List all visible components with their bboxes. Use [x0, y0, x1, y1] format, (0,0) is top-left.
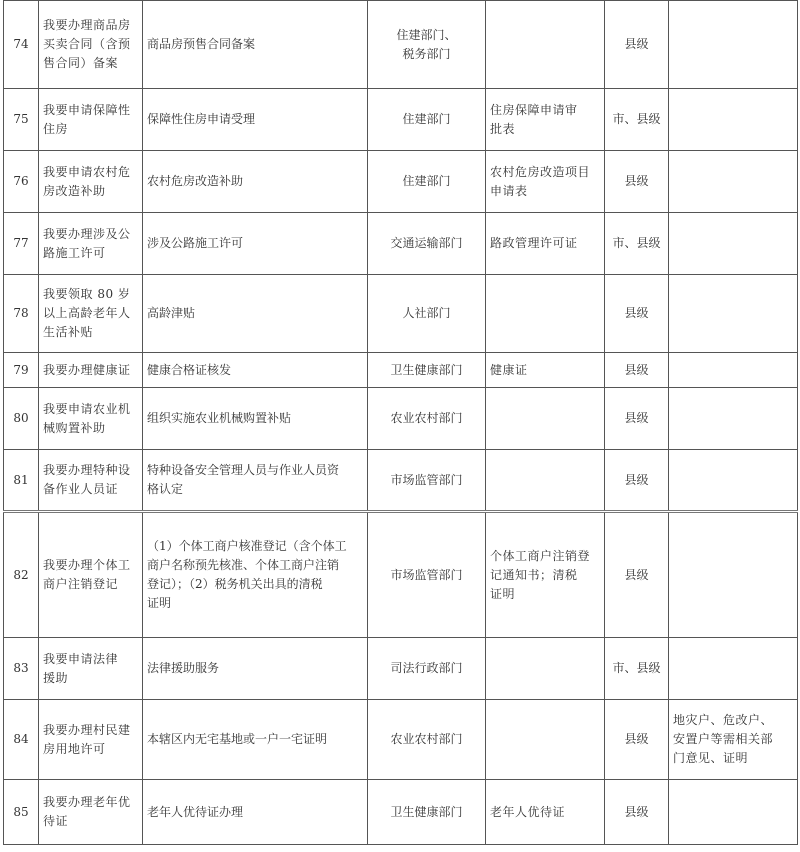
service-item-cell: [143, 780, 368, 845]
matter-cell-line: 我要办理特种设: [43, 463, 131, 477]
matter-cell-line: 我要申请保障性: [43, 102, 131, 117]
department-cell: [368, 638, 486, 700]
note-cell: [669, 780, 798, 845]
row-number: 77: [4, 213, 39, 275]
table-row: [4, 388, 798, 450]
department-cell: [368, 780, 486, 845]
service-item-cell: [143, 1, 368, 89]
department-cell: [368, 388, 486, 450]
department-cell-line: 司法行政部门: [390, 661, 463, 675]
matter-cell-line: 生活补贴: [43, 325, 94, 339]
department-cell: [368, 353, 486, 388]
matter-cell: [39, 275, 143, 353]
department-cell: [368, 275, 486, 353]
department-cell: [368, 512, 486, 638]
department-cell-line: 卫生健康部门: [390, 804, 463, 819]
table-row: [4, 151, 798, 213]
level-cell: 县级: [605, 700, 669, 780]
level-cell: 县级: [605, 388, 669, 450]
service-item-cell: [143, 512, 368, 638]
note-cell: [669, 353, 798, 388]
service-item-cell: [143, 353, 368, 388]
level-cell: 县级: [605, 780, 669, 845]
row-number: 85: [4, 780, 39, 845]
matter-cell-line: 我要办理村民建: [43, 722, 131, 737]
department-cell-line: 卫生健康部门: [390, 362, 463, 377]
note-cell: [669, 450, 798, 512]
level-cell: 县级: [605, 353, 669, 388]
service-item-cell: [143, 89, 368, 151]
certificate-cell-line: 路政管理许可证: [490, 236, 578, 250]
service-item-cell-line: 老年人优待证办理: [147, 804, 244, 819]
department-cell-line: 税务部门: [402, 46, 451, 61]
matter-cell: [39, 213, 143, 275]
row-number: 74: [4, 1, 39, 89]
service-item-cell-line: 涉及公路施工许可: [147, 236, 244, 250]
certificate-cell: [486, 638, 605, 700]
row-number: 82: [4, 512, 39, 638]
certificate-cell: [486, 388, 605, 450]
matter-cell-line: 我要办理老年优: [43, 795, 131, 809]
matter-cell-line: 我要办理商品房: [43, 18, 131, 32]
certificate-cell: [486, 700, 605, 780]
service-item-cell-line: 格认定: [147, 482, 184, 496]
row-number: 84: [4, 700, 39, 780]
service-item-cell: [143, 450, 368, 512]
matter-cell-line: 买卖合同（含预: [43, 37, 131, 51]
row-number: 76: [4, 151, 39, 213]
table-row: [4, 638, 798, 700]
matter-cell-line: 以上高龄老年人: [43, 306, 131, 320]
matter-cell-line: 商户注销登记: [43, 577, 119, 591]
row-number: 83: [4, 638, 39, 700]
matter-cell: [39, 700, 143, 780]
department-cell-line: 农业农村部门: [390, 411, 463, 425]
matter-cell-line: 住房: [43, 121, 69, 136]
note-cell: [669, 388, 798, 450]
certificate-cell: [486, 780, 605, 845]
service-item-cell-line: 健康合格证核发: [147, 362, 232, 377]
note-cell: [669, 89, 798, 151]
service-item-cell-line: 本辖区内无宅基地或一户一宅证明: [147, 732, 328, 746]
department-cell-line: 市场监管部门: [390, 567, 463, 582]
level-cell: 县级: [605, 450, 669, 512]
table-row: [4, 450, 798, 512]
certificate-cell: [486, 89, 605, 151]
matter-cell-line: 援助: [43, 670, 69, 685]
matter-cell-line: 我要申请农村危: [43, 164, 131, 179]
matter-cell: [39, 780, 143, 845]
level-cell: 县级: [605, 1, 669, 89]
matter-cell: [39, 638, 143, 700]
service-item-cell: [143, 151, 368, 213]
matter-cell: [39, 512, 143, 638]
level-cell: 市、县级: [605, 213, 669, 275]
table-row: [4, 275, 798, 353]
certificate-cell: [486, 275, 605, 353]
row-number: 80: [4, 388, 39, 450]
department-cell: [368, 700, 486, 780]
service-item-cell-line: 法律援助服务: [147, 661, 220, 675]
note-cell: [669, 638, 798, 700]
note-cell-line: 安置户等需相关部: [673, 732, 774, 746]
matter-cell-line: 路施工许可: [43, 245, 106, 260]
matter-cell: [39, 388, 143, 450]
matter-cell-line: 我要办理个体工: [43, 558, 131, 572]
row-number: 75: [4, 89, 39, 151]
department-cell-line: 市场监管部门: [390, 472, 463, 487]
table-row: [4, 89, 798, 151]
certificate-cell-line: 老年人优待证: [490, 804, 566, 819]
service-item-cell: [143, 700, 368, 780]
matter-cell-line: 待证: [43, 814, 69, 828]
level-cell: 县级: [605, 512, 669, 638]
department-cell-line: 交通运输部门: [390, 236, 463, 250]
note-cell-line: 地灾户、危改户、: [673, 713, 774, 727]
table-row: [4, 780, 798, 845]
table-row: [4, 213, 798, 275]
certificate-cell-line: 住房保障申请审: [490, 102, 578, 117]
note-cell: [669, 1, 798, 89]
service-table: [3, 0, 798, 845]
row-number: 81: [4, 450, 39, 512]
level-cell: 县级: [605, 275, 669, 353]
service-item-cell-line: 商品房预售合同备案: [147, 37, 256, 51]
matter-cell-line: 房改造补助: [43, 183, 106, 198]
service-item-cell-line: 农村危房改造补助: [147, 174, 244, 188]
service-item-cell-line: 商户名称预先核准、个体工商户注销: [147, 558, 340, 572]
row-number: 78: [4, 275, 39, 353]
certificate-cell: [486, 213, 605, 275]
service-item-cell-line: 特种设备安全管理人员与作业人员资: [147, 463, 340, 477]
department-cell-line: 住建部门: [402, 112, 451, 126]
department-cell: [368, 151, 486, 213]
table-row: [4, 700, 798, 780]
matter-cell-line: 房用地许可: [43, 741, 106, 756]
matter-cell: [39, 151, 143, 213]
service-item-cell-line: 证明: [147, 596, 172, 610]
note-cell: [669, 275, 798, 353]
matter-cell: [39, 450, 143, 512]
service-item-cell: [143, 638, 368, 700]
certificate-cell-line: 记通知书；清税: [490, 567, 578, 582]
certificate-cell-line: 农村危房改造项目: [490, 164, 591, 179]
certificate-cell: [486, 1, 605, 89]
level-cell: 县级: [605, 151, 669, 213]
department-cell-line: 人社部门: [402, 306, 451, 320]
certificate-cell-line: 个体工商户注销登: [490, 548, 591, 563]
matter-cell: [39, 353, 143, 388]
matter-cell-line: 我要申请法律: [43, 651, 119, 666]
table-row: [4, 1, 798, 89]
certificate-cell-line: 证明: [490, 586, 516, 601]
department-cell: [368, 89, 486, 151]
department-cell-line: 住建部门、: [396, 27, 457, 42]
department-cell-line: 住建部门: [402, 174, 451, 188]
matter-cell-line: 我要领取 80 岁: [43, 287, 131, 301]
certificate-cell: [486, 450, 605, 512]
matter-cell-line: 售合同）备案: [43, 56, 119, 70]
department-cell: [368, 1, 486, 89]
matter-cell-line: 我要办理涉及公: [43, 226, 131, 241]
level-cell: 市、县级: [605, 89, 669, 151]
certificate-cell-line: 申请表: [490, 183, 528, 198]
note-cell: [669, 700, 798, 780]
service-item-cell-line: （1）个体工商户核准登记（含个体工: [147, 539, 347, 553]
row-number: 79: [4, 353, 39, 388]
service-item-cell: [143, 213, 368, 275]
service-item-cell-line: 登记）；（2）税务机关出具的清税: [147, 577, 323, 591]
matter-cell-line: 械购置补助: [43, 420, 106, 435]
service-item-cell: [143, 388, 368, 450]
table-row: [4, 512, 798, 638]
matter-cell-line: 我要办理健康证: [43, 362, 131, 377]
service-item-cell: [143, 275, 368, 353]
level-cell: 市、县级: [605, 638, 669, 700]
matter-cell: [39, 89, 143, 151]
department-cell: [368, 213, 486, 275]
service-item-cell-line: 保障性住房申请受理: [147, 112, 256, 126]
service-item-cell-line: 组织实施农业机械购置补贴: [147, 411, 292, 425]
note-cell: [669, 151, 798, 213]
department-cell: [368, 450, 486, 512]
certificate-cell: [486, 151, 605, 213]
service-item-cell-line: 高龄津贴: [147, 306, 196, 320]
matter-cell: [39, 1, 143, 89]
certificate-cell-line: 健康证: [490, 362, 528, 377]
note-cell: [669, 512, 798, 638]
matter-cell-line: 我要申请农业机: [43, 401, 131, 416]
certificate-cell: [486, 353, 605, 388]
matter-cell-line: 备作业人员证: [43, 482, 119, 496]
department-cell-line: 农业农村部门: [390, 732, 463, 746]
certificate-cell: [486, 512, 605, 638]
certificate-cell-line: 批表: [490, 121, 516, 136]
note-cell: [669, 213, 798, 275]
note-cell-line: 门意见、证明: [673, 751, 749, 765]
table-row: [4, 353, 798, 388]
